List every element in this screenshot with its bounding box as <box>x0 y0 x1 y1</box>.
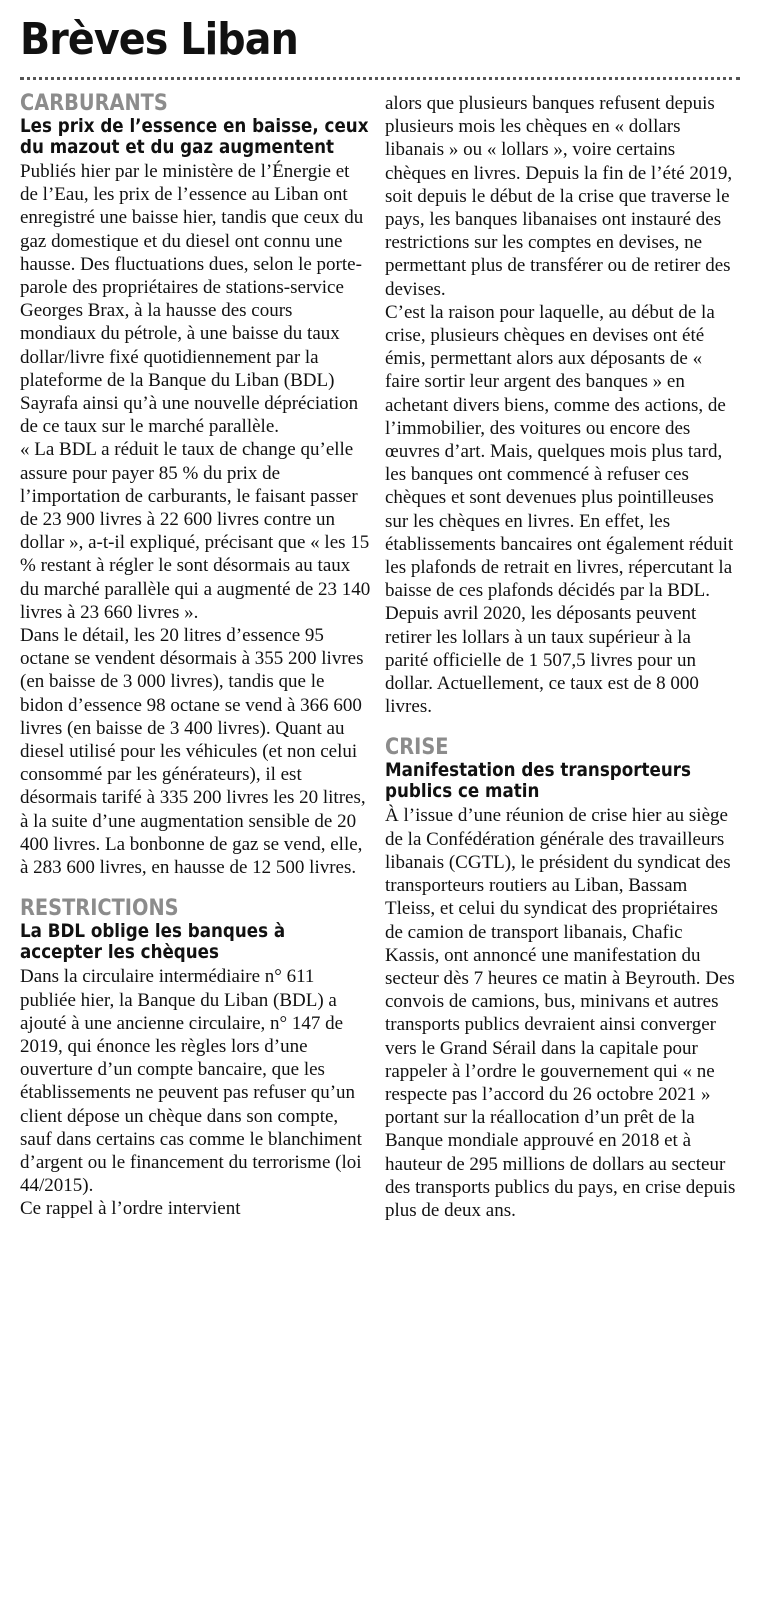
article-paragraph: C’est la raison pour laquelle, au début de la crise, plusieurs chèques en devises ont été émis, permettant alors aux déposants de « faire sortir leur argent des banques » en achetant divers biens, comme des actions, de l’immobilier, des voitures ou encore des œuvres d’art. Mais, quelques mois plus tard, les banques ont commencé à refuser ces chèques et sont devenues plus pointilleuses sur les chèques en livres. En effet, les établissements bancaires ont également réduit les plafonds de retrait en livres, répercutant la baisse de ces plafonds décidés par la BDL. <box>385 301 734 602</box>
article-paragraph: alors que plusieurs banques refusent depuis plusieurs mois les chèques en « dollars libanais » ou « lollars », voire certains chèques en livres. Depuis la fin de l’été 2019, soit depuis le début de la crise que traverse le pays, les banques libanaises ont instauré des restrictions sur les comptes en devises, ne permettant plus de transférer ou de retirer des devises. <box>385 93 733 300</box>
article-headline: La BDL oblige les banques à accepter les chèques <box>20 920 286 964</box>
article-kicker: CRISE <box>385 735 449 761</box>
left-column <box>20 92 372 1239</box>
article-kicker: CARBURANTS <box>20 91 168 116</box>
article-paragraph: Dans le détail, les 20 litres d’essence 95 octane se vendent désormais à 355 200 livres (en baisse de 3 000 livres), tandis que le bidon d’essence 98 octane se vend à 366 600 livres (en baisse de 3 400 livres). Quant au diesel utilisé pour les véhicules (et non celui consommé par les générateurs), il est désormais tarifé à 335 200 livres les 20 litres, à la suite d’une augmentation sensible de 20 400 livres. La bonbonne de gaz se vend, elle, à 283 600 livres, en hausse de 12 500 livres. <box>20 625 366 879</box>
dotted-separator <box>20 77 740 80</box>
article-restrictions <box>20 897 372 1220</box>
article-paragraph: Dans la circulaire intermédiaire n° 611 publiée hier, la Banque du Liban (BDL) a ajouté à une ancienne circulaire, n° 147 de 2019, qui énonce les règles lors d’une ouverture d’un compte bancaire, que les établissements ne peuvent pas refuser qu’un client dépose un chèque dans son compte, sauf dans certains cas comme le blanchiment d’argent ou le financement du terrorisme (loi 44/2015). <box>20 966 362 1197</box>
article-headline: Manifestation des transporteurs publics ce matin <box>385 759 691 803</box>
page-title: Brèves Liban <box>20 14 298 65</box>
article-kicker: RESTRICTIONS <box>20 896 179 922</box>
article-paragraph: Depuis avril 2020, les déposants peuvent retirer les lollars à un taux supérieur à la parité officielle de 1 507,5 livres pour un dollar. Actuellement, ce taux est de 8 000 livres. <box>385 603 699 718</box>
article-body <box>385 804 737 1222</box>
article-headline: Les prix de l’essence en baisse, ceux du mazout et du gaz augmentent <box>20 115 369 158</box>
article-paragraph: À l’issue d’une réunion de crise hier au siège de la Confédération générale des travailleurs libanais (CGTL), le président du syndicat des transporteurs routiers au Liban, Bassam Tleiss, et celui du syndicat des propriétaires de camion de transport libanais, Chafic Kassis, ont annoncé une manifestation du secteur dès 7 heures ce matin à Beyrouth. Des convois de camions, bus, minivans et autres transports publics devraient ainsi converger vers le Grand Sérail dans la capitale pour rappeler à l’ordre le gouvernement qui « ne respecte pas l’accord du 26 octobre 2021 » portant sur la réallocation d’un prêt de la Banque mondiale approuvé en 2018 et à hauteur de 295 millions de dollars au secteur des transports publics du pays, en crise depuis plus de deux ans. <box>385 805 736 1221</box>
article-crise <box>385 736 737 1222</box>
article-paragraph: Ce rappel à l’ordre intervient <box>20 1198 241 1220</box>
right-column <box>385 92 737 1240</box>
article-body <box>385 92 737 718</box>
article-body <box>20 160 372 879</box>
article-body <box>20 965 372 1220</box>
article-paragraph: « La BDL a réduit le taux de change qu’elle assure pour payer 85 % du prix de l’importation de carburants, le faisant passer de 23 900 livres à 22 600 livres contre un dollar », a-t-il expliqué, précisant que « les 15 % restant à régler le sont désormais au taux du marché parallèle qui a augmenté de 23 140 livres à 23 660 livres ». <box>20 439 371 623</box>
article-restrictions-continued <box>385 92 737 718</box>
article-carburants <box>20 92 372 879</box>
article-paragraph: Publiés hier par le ministère de l’Énergie et de l’Eau, les prix de l’essence au Liban ont enregistré une baisse hier, tandis que ceux du gaz domestique et du diesel ont connu une hausse. Des fluctuations dues, selon le porte-parole des propriétaires de stations-service Georges Brax, à la hausse des cours mondiaux du pétrole, à une baisse du taux dollar/livre fixé quotidiennement par la plateforme de la Banque du Liban (BDL) Sayrafa ainsi qu’à une nouvelle dépréciation de ce taux sur le marché parallèle. <box>20 161 364 438</box>
